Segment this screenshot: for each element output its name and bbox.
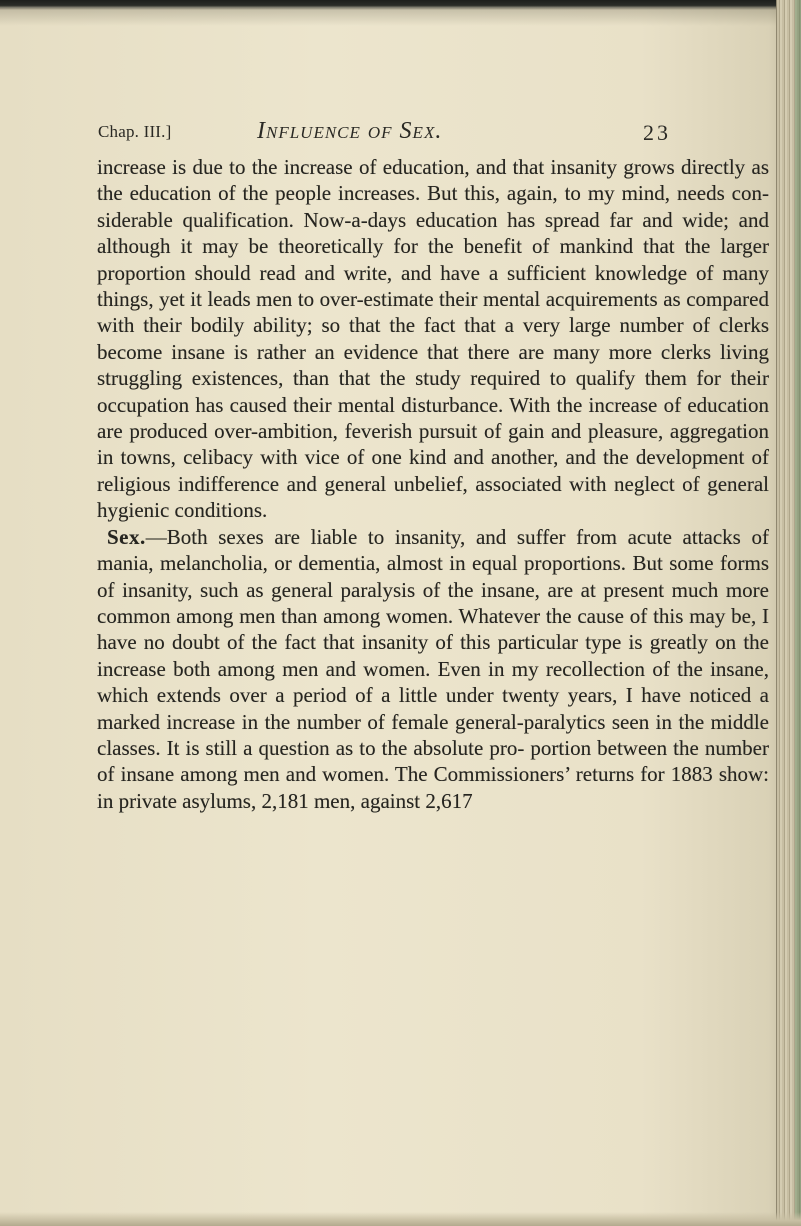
running-title: Influence of Sex. (257, 118, 443, 144)
chapter-label: Chap. III.] (98, 122, 172, 141)
paragraph-sex-text: —Both sexes are liable to insanity, and suffer from acute attacks of mania, melancholia, or dementia, almost in equal proportions. But some forms of insanity, such as general paralysis of the insane, are at present much more common among men than among women. Whatever the cause of this may be, I have no doubt of the fact that insanity of this particular type is greatly on the increase both among men and women. Even in my recollection of the insane, which extends over a period of a little under twenty years, I have noticed a marked increase in the number of female general-paralytics seen in the middle classes. It is still a question as to the absolute pro- portion between the number of insane among men and women. The Commissioners’ returns for 1883 show: in private asylums, 2,181 men, against 2,617 (97, 524, 769, 813)
paragraph-education: increase is due to the increase of education, and that insanity grows directly as the education of the people increases. But this, again, to my mind, needs con- siderable qualification. Now-a-days education has spread far and wide; and although it may be theoretically for the benefit of mankind that the larger proportion should read and write, and have a sufficient knowledge of many things, yet it leads men to over-estimate their mental acquirements as compared with their bodily ability; so that the fact that a very large number of clerks become insane is rather an evidence that there are many more clerks living struggling existences, than that the study required to qualify them for their occupation has caused their mental disturbance. With the increase of education are produced over-ambition, feverish pursuit of gain and pleasure, aggregation in towns, celibacy with vice of one kind and another, and the development of religious indifference and general unbelief, associated with neglect of general hygienic conditions. (97, 155, 769, 523)
page-stack-edge (776, 0, 801, 1226)
running-header (98, 118, 778, 152)
page-number: 23 (643, 120, 671, 145)
page-bottom-edge (0, 1212, 801, 1226)
paragraph-sex (97, 524, 769, 814)
body-text (97, 154, 769, 814)
section-heading-sex: Sex. (107, 524, 146, 549)
page-top-fade (0, 8, 801, 26)
